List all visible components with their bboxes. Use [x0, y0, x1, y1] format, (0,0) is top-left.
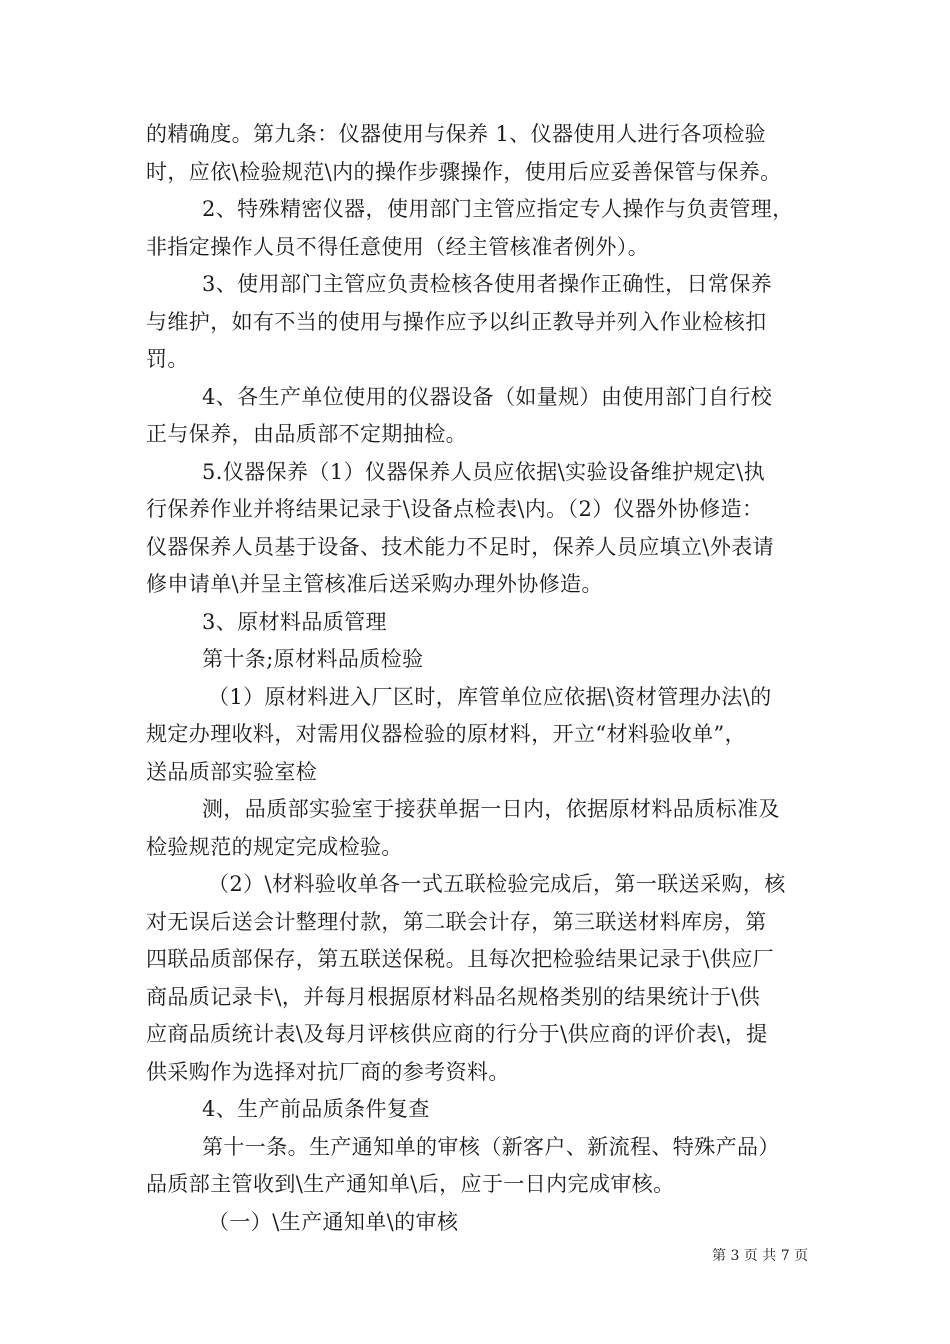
text-line: 5.仪器保养（1）仪器保养人员应依据\实验设备维护规定\执 [202, 459, 766, 484]
text-line: 的精确度。第九条：仪器使用与保养 1、仪器使用人进行各项检验 [146, 122, 767, 146]
text-line: 仪器保养人员基于设备、技术能力不足时，保养人员应填立\外表请 [146, 534, 775, 559]
text-line: 对无误后送会计整理付款，第二联会计存，第三联送材料库房，第 [146, 909, 767, 934]
text-line: 行保养作业并将结果记录于\设备点检表\内。（2）仪器外协修造： [146, 497, 764, 521]
text-line: 3、使用部门主管应负责检核各使用者操作正确性，日常保养 [202, 272, 773, 296]
article-heading: 第十条;原材料品质检验 [202, 647, 424, 671]
text-line: （2）\材料验收单各一式五联检验完成后，第一联送采购，核 [208, 872, 786, 896]
section-heading: 4、生产前品质条件复查 [202, 1097, 430, 1121]
text-line: 非指定操作人员不得任意使用（经主管核准者例外）。 [146, 234, 650, 259]
section-heading: 3、原材料品质管理 [202, 609, 387, 634]
text-line: 修申请单\并呈主管核准后送采购办理外协修造。 [146, 572, 603, 596]
text-line: 正与保养，由品质部不定期抽检。 [146, 422, 467, 446]
text-line: 送品质部实验室检 [146, 759, 318, 784]
text-line: 与维护，如有不当的使用与操作应予以纠正教导并列入作业检核扣 [146, 309, 767, 334]
text-line: 品质部主管收到\生产通知单\后，应于一日内完成审核。 [146, 1172, 675, 1196]
article-heading: 第十一条。生产通知单的审核（新客户、新流程、特殊产品） [202, 1134, 780, 1159]
text-line: 四联品质部保存，第五联送保税。且每次把检验结果记录于\供应厂 [146, 947, 775, 971]
text-line: 供采购作为选择对抗厂商的参考资料。 [146, 1059, 510, 1084]
document-body [146, 116, 826, 1241]
text-line: （一）\生产通知单\的审核 [208, 1209, 459, 1234]
text-line: 商品质记录卡\，并每月根据原材料品名规格类别的结果统计于\供 [146, 984, 761, 1009]
text-line: 检验规范的规定完成检验。 [146, 834, 403, 859]
text-line: 规定办理收料，对需用仪器检验的原材料，开立“材料验收单”， [146, 722, 747, 746]
text-line: 测，品质部实验室于接获单据一日内，依据原材料品质标准及 [202, 797, 780, 821]
text-line: （1）原材料进入厂区时，库管单位应依据\资材管理办法\的 [208, 684, 772, 709]
text-line: 时，应依\检验规范\内的操作步骤操作，使用后应妥善保管与保养。 [146, 159, 782, 184]
text-line: 2、特殊精密仪器，使用部门主管应指定专人操作与负责管理， [202, 197, 794, 221]
text-line: 应商品质统计表\及每月评核供应商的行分于\供应商的评价表\，提 [146, 1022, 768, 1046]
text-line: 罚。 [146, 347, 189, 371]
text-line: 4、各生产单位使用的仪器设备（如量规）由使用部门自行校 [202, 384, 773, 409]
page-number-footer: 第 3 页 共 7 页 [712, 1248, 809, 1264]
